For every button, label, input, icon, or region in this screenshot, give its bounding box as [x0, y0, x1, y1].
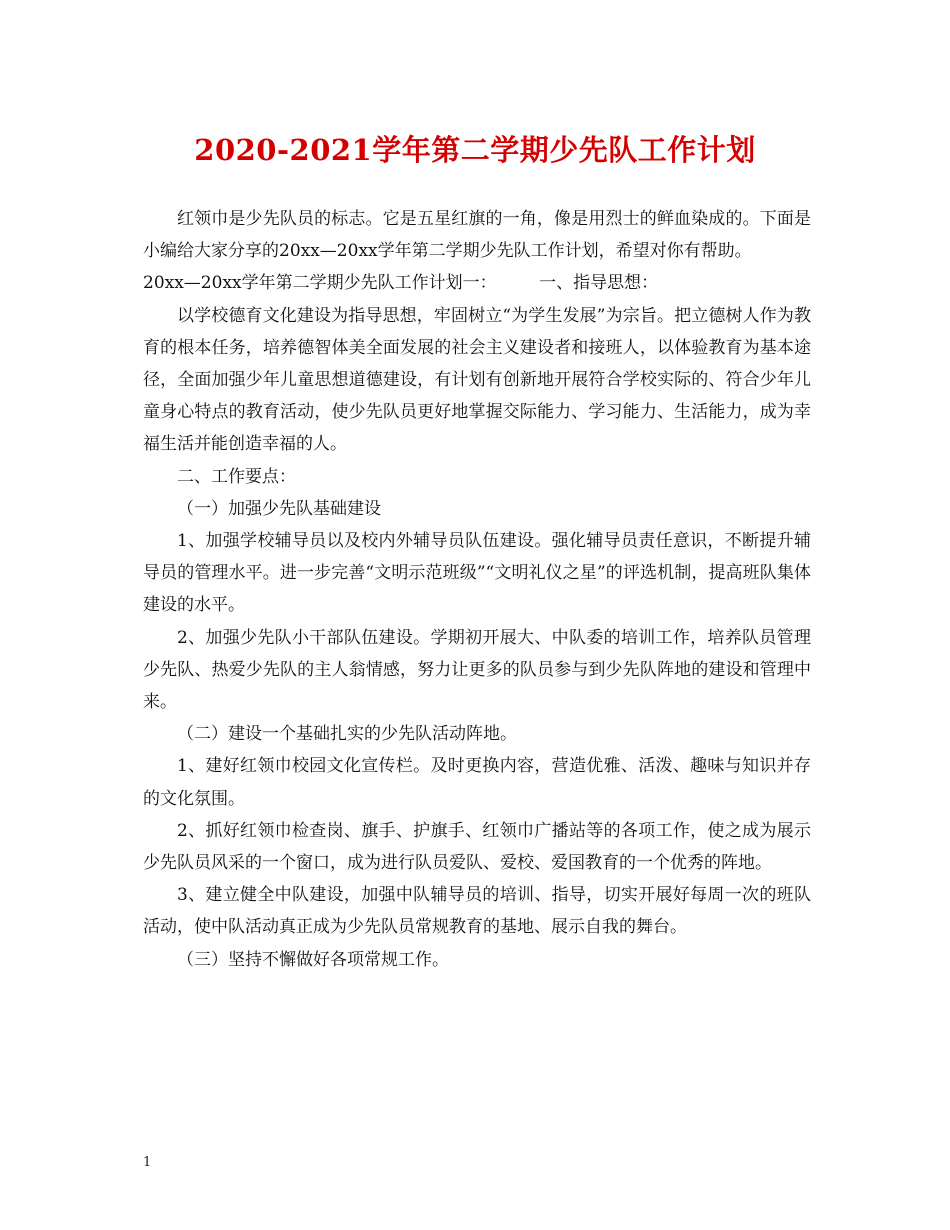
page-number: 1: [143, 1155, 152, 1170]
subsection-heading: （一）加强少先队基础建设: [177, 498, 381, 519]
paragraph: 1、加强学校辅导员以及校内外辅导员队伍建设。强化辅导员责任意识，不断提升辅导员的管理水平。进一步完善“文明示范班级”“文明礼仪之星”的评选机制，提高班队集体建设的水平。: [143, 531, 811, 616]
paragraph: 2、抓好红领巾检查岗、旗手、护旗手、红领巾广播站等的各项工作，使之成为展示少先队员风采的一个窗口，成为进行队员爱队、爱校、爱国教育的一个优秀的阵地。: [143, 820, 811, 874]
paragraph: 2、加强少先队小干部队伍建设。学期初开展大、中队委的培训工作，培养队员管理少先队、热爱少先队的主人翁情感，努力让更多的队员参与到少先队阵地的建设和管理中来。: [143, 627, 811, 713]
paragraph: 1、建好红领巾校园文化宣传栏。及时更换内容，营造优雅、活泼、趣味与知识并存的文化氛围。: [143, 756, 811, 809]
document-body: [143, 203, 811, 976]
paragraph: 红领巾是少先队员的标志。它是五星红旗的一角，像是用烈士的鲜血染成的。下面是小编给大家分享的20xx—20xx学年第二学期少先队工作计划，希望对你有帮助。: [143, 209, 811, 262]
subsection-heading: （三）坚持不懈做好各项常规工作。: [177, 949, 449, 970]
paragraph: 3、建立健全中队建设，加强中队辅导员的培训、指导，切实开展好每周一次的班队活动，使中队活动真正成为少先队员常规教育的基地、展示自我的舞台。: [143, 885, 811, 938]
document-title: 2020-2021学年第二学期少先队工作计划: [194, 133, 756, 167]
section-heading: 二、工作要点：: [177, 466, 296, 487]
paragraph: 20xx—20xx学年第二学期少先队工作计划一： 一、指导思想：: [143, 273, 659, 294]
subsection-heading: （二）建设一个基础扎实的少先队活动阵地。: [177, 724, 517, 745]
paragraph: 以学校德育文化建设为指导思想，牢固树立“为学生发展”为宗旨。把立德树人作为教育的根本任务，培养德智体美全面发展的社会主义建设者和接班人，以体验教育为基本途径，全面加强少年儿童思想道德建设，有计划有创新地开展符合学校实际的、符合少年儿童身心特点的教育活动，使少先队员更好地掌握交际能力、学习能力、生活能力，成为幸福生活并能创造幸福的人。: [143, 305, 811, 455]
